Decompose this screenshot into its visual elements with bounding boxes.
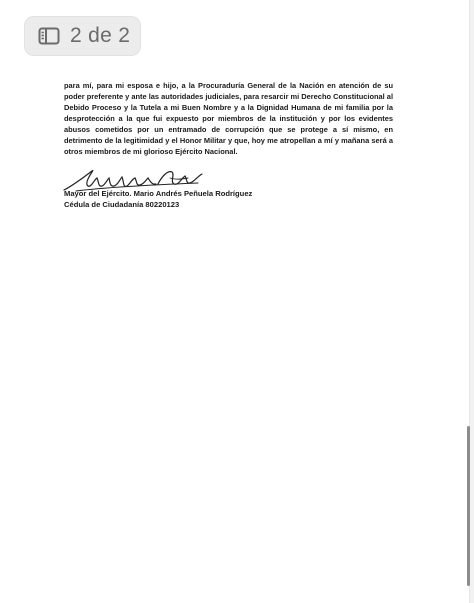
page-indicator-label: 2 de 2 <box>70 24 131 47</box>
signer-name: Mayor del Ejército. Mario Andrés Peñuela Rodríguez <box>64 189 253 198</box>
page-indicator[interactable] <box>24 16 141 56</box>
signer-id: Cédula de Ciudadanía 80220123 <box>64 199 180 209</box>
body-paragraph: para mí, para mi esposa e hijo, a la Procuraduría General de la Nación en atención de su poder preferente y ante las autoridades judiciales, para resarcir mi Derecho Constitucional al Debido Proceso y la Tutela a mi Buen Nombre y a la Dignidad Humana de mi familia por la desprotección a la que fui expuesto por miembros de la institución y por los evidentes abusos cometidos por un entramado de corrupción que se protege a sí mismo, en detrimento de la legitimidad y el Honor Militar y que, hoy me atropellan a mí y mañana será a otros miembros de mi glorioso Ejército Nacional. <box>64 81 394 156</box>
scrollbar-thumb[interactable] <box>467 426 470 586</box>
document-body <box>64 80 393 157</box>
signer-block <box>64 189 252 210</box>
sidebar-panel-icon[interactable] <box>38 27 60 45</box>
